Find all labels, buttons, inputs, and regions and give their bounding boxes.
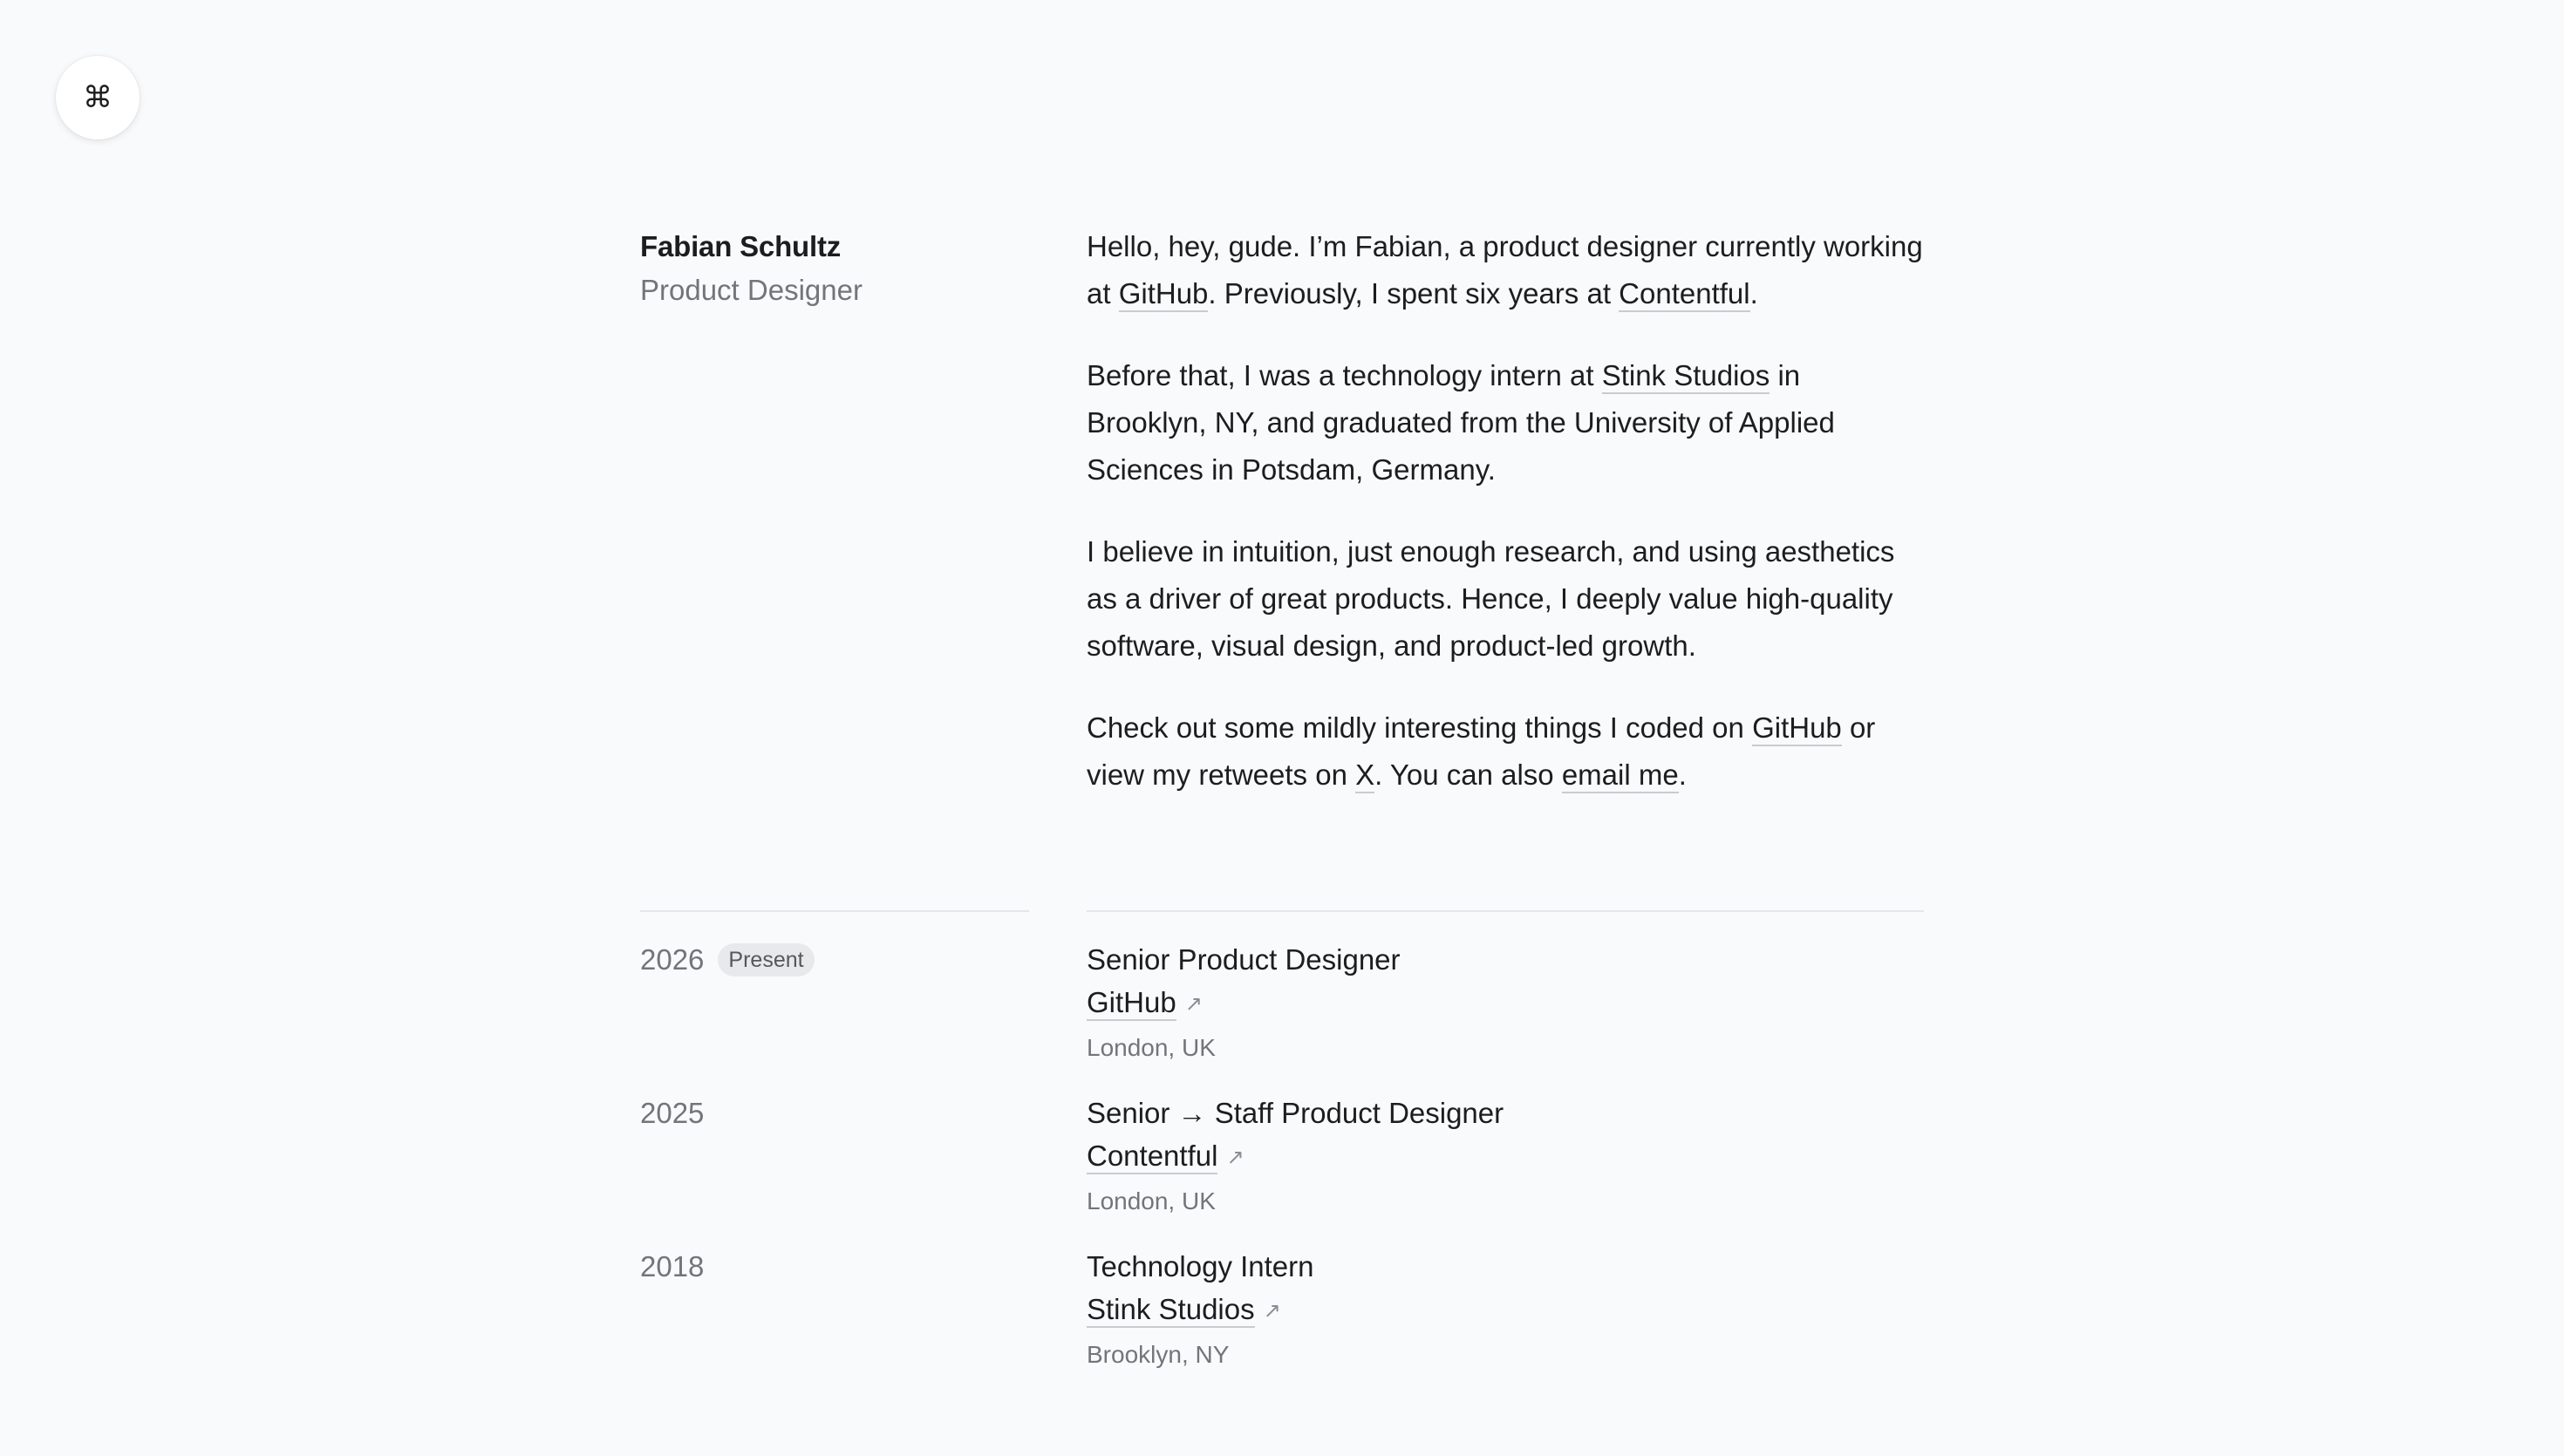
experience-year <box>640 938 815 982</box>
bio-text: Check out some mildly interesting things I coded on <box>1087 711 1753 744</box>
job-location: London, UK <box>1087 1187 1216 1214</box>
year-label: 2018 <box>640 1250 705 1283</box>
bio-text: I believe in intuition, just enough research, and using aesthetics as a driver of great products. Hence, I deeply value high-quality software, visual design, and product-led growth. <box>1087 535 1895 662</box>
bio-text: Before that, I was a technology intern at <box>1087 359 1602 391</box>
profile-name: Fabian Schultz <box>640 230 842 262</box>
job-title: Senior Product Designer <box>1087 943 1401 976</box>
command-menu-button[interactable] <box>56 56 140 139</box>
bio-text: . <box>1678 759 1687 791</box>
bio-paragraph-background <box>1087 352 1924 493</box>
divider <box>640 910 1029 912</box>
company-link-github[interactable]: GitHub <box>1087 986 1176 1021</box>
github-profile-link[interactable]: GitHub <box>1752 711 1842 746</box>
divider <box>1087 910 1924 912</box>
bio-text: or view my retweets on <box>1087 711 1876 791</box>
external-link-icon: ↗ <box>1263 1298 1281 1323</box>
bio-text: . Previously, I spent six years at <box>1208 277 1620 310</box>
email-link[interactable]: email me <box>1562 759 1679 793</box>
company <box>1087 982 1924 1024</box>
bio-text: Hello, hey, gude. I’m Fabian, a product designer currently working at <box>1087 230 1923 310</box>
bio-section <box>1087 223 1924 833</box>
job-title: Senior → Staff Product Designer <box>1087 1097 1504 1129</box>
bio-text: . <box>1749 277 1758 310</box>
experience-year <box>640 1092 704 1135</box>
experience-detail <box>1087 1092 1924 1225</box>
bio-text: . You can also <box>1374 759 1562 791</box>
external-link-icon: ↗ <box>1184 991 1203 1016</box>
year-label: 2026 <box>640 943 705 976</box>
github-link[interactable]: GitHub <box>1119 277 1209 312</box>
bio-text: in Brooklyn, NY, and graduated from the University of Applied Sciences in Potsdam, Germany. <box>1087 359 1835 486</box>
experience-detail <box>1087 938 1924 1072</box>
bio-paragraph-beliefs <box>1087 528 1924 670</box>
job-location: London, UK <box>1087 1034 1216 1061</box>
company <box>1087 1135 1924 1178</box>
company-link-contentful[interactable]: Contentful <box>1087 1140 1217 1174</box>
company-link-stink-studios[interactable]: Stink Studios <box>1087 1293 1255 1328</box>
bio-paragraph-intro <box>1087 223 1924 317</box>
x-profile-link[interactable]: X <box>1355 759 1374 793</box>
profile-role: Product Designer <box>640 274 863 306</box>
stink-studios-link[interactable]: Stink Studios <box>1602 359 1770 394</box>
experience-year <box>640 1245 704 1289</box>
profile-header <box>640 225 1024 312</box>
company <box>1087 1289 1924 1331</box>
present-badge: Present <box>718 943 814 976</box>
command-icon: ⌘ <box>83 80 113 115</box>
bio-paragraph-links <box>1087 704 1924 799</box>
year-label: 2025 <box>640 1097 705 1129</box>
job-title: Technology Intern <box>1087 1250 1314 1283</box>
job-location: Brooklyn, NY <box>1087 1341 1230 1368</box>
experience-detail <box>1087 1245 1924 1378</box>
external-link-icon: ↗ <box>1226 1145 1244 1169</box>
contentful-link[interactable]: Contentful <box>1619 277 1749 312</box>
